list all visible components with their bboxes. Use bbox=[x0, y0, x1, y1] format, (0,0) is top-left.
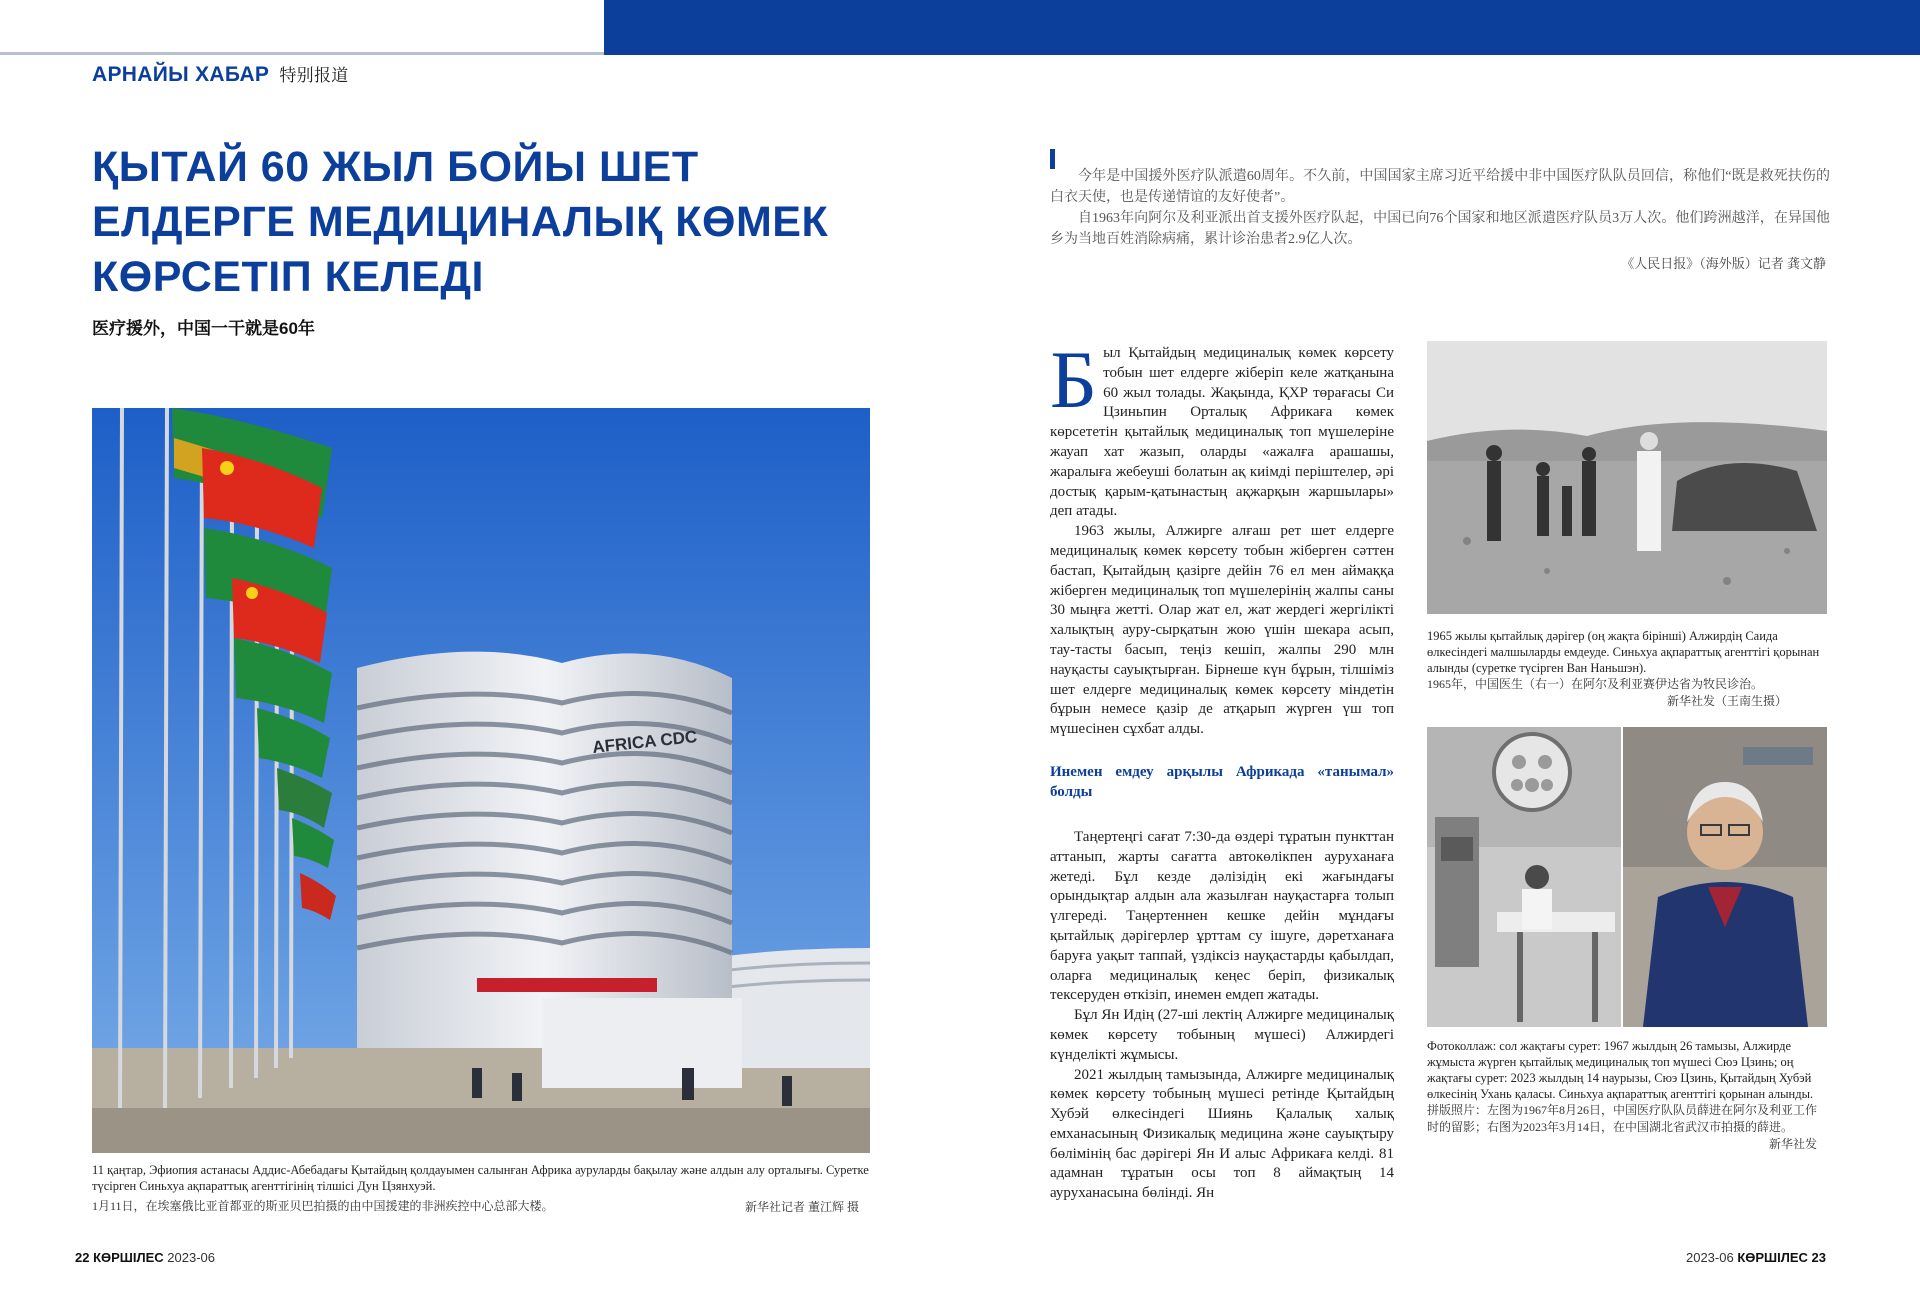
body-subhead: Инемен емдеу арқылы Африкада «танымал» болды bbox=[1050, 763, 1394, 800]
main-photo-caption: 11 қаңтар, Эфиопия астанасы Аддис-Абебадағы Қытайдың қолдауымен салынған Африка ауруларды бақылау және алдын алу орталығы. Суретке түсірген Синьхуа ақпараттық агенттігінің тілшісі Дун Цзянхуэй. bbox=[92, 1163, 869, 1193]
collage-caption bbox=[1427, 1038, 1827, 1152]
lead-paragraph-1: 今年是中国援外医疗队派遣60周年。不久前，中国国家主席习近平给援中非中国医疗队队员回信，称他们“既是救死扶伤的白衣天使，也是传递情谊的友好使者”。 bbox=[1050, 169, 1830, 205]
photo-2023-portrait bbox=[1623, 727, 1827, 1027]
collage-credit: 新华社发 bbox=[1768, 1137, 1817, 1151]
section-label-zh: 特别报道 bbox=[279, 66, 349, 85]
header-rule bbox=[0, 52, 604, 55]
photo-1965-caption-zh: 1965年，中国医生（右一）在阿尔及利亚赛伊达省为牧民诊治。 bbox=[1427, 677, 1764, 691]
body-column bbox=[1050, 334, 1394, 1204]
photo-1965-credit: 新华社发（王南生摄） bbox=[1666, 694, 1787, 708]
page-number-right: 23 bbox=[1811, 1250, 1826, 1265]
photo-1965 bbox=[1427, 341, 1827, 614]
body-paragraph-1: Был Қытайдың медициналық көмек көрсету тобын шет елдерге жіберіп келе жатқанына 60 жыл толады. Жақында, ҚХР төрағасы Си Цзиньпин Орталық Африкаға көмек көрсететін қытайлық медициналық топ мүшелеріне жауап хат жазып, оларды «ажалға арашашы, жаралыға жебеуші болатын ақ киімді періштелер, әрі достық қарым-қатынастың ақжарқын жаршылары» деп атады. bbox=[1050, 334, 1394, 520]
header-band bbox=[604, 0, 1920, 55]
lead-text bbox=[1050, 166, 1830, 250]
page-number-left: 22 bbox=[75, 1250, 90, 1265]
photo-1965-caption-kk: 1965 жылы қытайлық дәрігер (оң жақта біріншi) Алжирдің Саида өлкесіндегі малшыларды емдеуде. Синьхуа ақпараттық агенттігі қорынан алынды (суретке түсірген Ван Наньшэн). bbox=[1427, 629, 1820, 675]
issue-left: 2023-06 bbox=[167, 1250, 216, 1265]
photo-1967-operating-room bbox=[1427, 727, 1621, 1027]
section-label-kk: АРНАЙЫ ХАБАР bbox=[92, 63, 270, 86]
main-photo-caption-zh: 1月11日，在埃塞俄比亚首都亚的斯亚贝巴拍摄的由中国援建的非洲疾控中心总部大楼。 bbox=[92, 1199, 554, 1213]
magazine-name-right: КӨРШІЛЕС bbox=[1737, 1250, 1808, 1265]
body-paragraph-4: Бұл Ян Идің (27-ші лектің Алжирге медициналық көмек көрсету тобының мүшесі) Алжирдегі күнделікті жұмысы. bbox=[1050, 1007, 1394, 1063]
article-title: ҚЫТАЙ 60 ЖЫЛ БОЙЫ ШЕТ ЕЛДЕРГЕ МЕДИЦИНАЛЫҚ КӨМЕК КӨРСЕТІП КЕЛЕДІ bbox=[92, 143, 829, 301]
body-paragraph-5: 2021 жылдың тамызында, Алжирге медициналық көмек көрсету тобының мүшесі ретінде Қытайдың Хубэй өлкесіндегі Шиянь Қалалық халық емханасының Физикалық медицина және сауықтыру бөлімінің бас дәрігері Ян И алыс Африкаға келді. 81 адамнан тұратын осы топ 8 аймақтың 14 ауруханасына бөлінді. Ян bbox=[1050, 1066, 1394, 1202]
photo-1965-caption bbox=[1427, 628, 1827, 709]
collage-caption-zh: 拼版照片：左图为1967年8月26日，中国医疗队队员薛进在阿尔及利亚工作时的留影；右图为2023年3月14日，在中国湖北省武汉市拍摄的薛进。 bbox=[1427, 1103, 1818, 1134]
lead-credit: 《人民日报》（海外版）记者 龚文静 bbox=[1621, 256, 1826, 271]
lead-paragraph-2: 自1963年向阿尔及利亚派出首支援外医疗队起，中国已向76个国家和地区派遣医疗队员3万人次。他们跨洲越洋，在异国他乡为当地百姓消除病痛，累计诊治患者2.9亿人次。 bbox=[1050, 211, 1830, 247]
body-paragraph-3: Таңертеңгі сағат 7:30-да өздері тұратын пункттан аттанып, жарты сағатта автокөлікпен ауруханаға жетеді. Бұл кезде дәлізідің екі жағындағы орындықтар алдын ала жазылған науқастарға толып үлгереді. Таңертеннен кешке дейін мұндағы қытайлық дәрігерлер ұрттам су ішуге, дәретханаға баруға уақыт таппай, үздіксіз науқастарды қабылдап, оларға медициналық кеңес беріп, физикалық тексеруден өткізіп, инемен емдеп жатады. bbox=[1050, 828, 1394, 1004]
body-paragraph-2: 1963 жылы, Алжирге алғаш рет шет елдерге медициналық көмек көрсету тобын жіберген сәттен бастап, Қытайдың қазірге дейін 76 ел мен аймаққа жіберген медициналық топ мүшелерінің жалпы саны 30 мыңға жетті. Олар жат ел, жат жердегі жергілікті халықтың ауру-сырқатын жою үшін шекара асып, тау-тасты басып, теңіз кешіп, жалпы 290 млн науқасты сауықтырған. Бірнеше күн бұрын, тілшіміз шет елдерге медициналық көмек көрсету міндетін бұрын немесе қазір де атқарып жүрген үш топ мүшесінен сұхбат алды. bbox=[1050, 523, 1394, 738]
footer-right bbox=[1686, 1250, 1826, 1265]
drop-cap: Б bbox=[1050, 334, 1098, 425]
building-sign: AFRICA CDC bbox=[591, 727, 699, 757]
collage-caption-kk: Фотоколлаж: сол жақтағы сурет: 1967 жылдың 26 тамызы, Алжирде жұмыста жүрген қытайлық медициналық топ мүшесі Сюэ Цзинь; оң жақтағы сурет: 2023 жылдың 14 наурызы, Сюэ Цзинь, Қытайдың Хубэй өлкесінің Ухань қаласы. Синьхуа ақпараттық агенттігі қорынан алынды. bbox=[1427, 1039, 1814, 1101]
magazine-name-left: КӨРШІЛЕС bbox=[93, 1250, 164, 1265]
issue-right: 2023-06 bbox=[1685, 1250, 1734, 1265]
article-subtitle: 医疗援外，中国一干就是60年 bbox=[92, 319, 315, 338]
section-label bbox=[92, 61, 349, 87]
main-photo bbox=[92, 408, 870, 1153]
main-photo-credit: 新华社记者 董江辉 摄 bbox=[745, 1200, 860, 1214]
footer-left bbox=[75, 1250, 215, 1265]
